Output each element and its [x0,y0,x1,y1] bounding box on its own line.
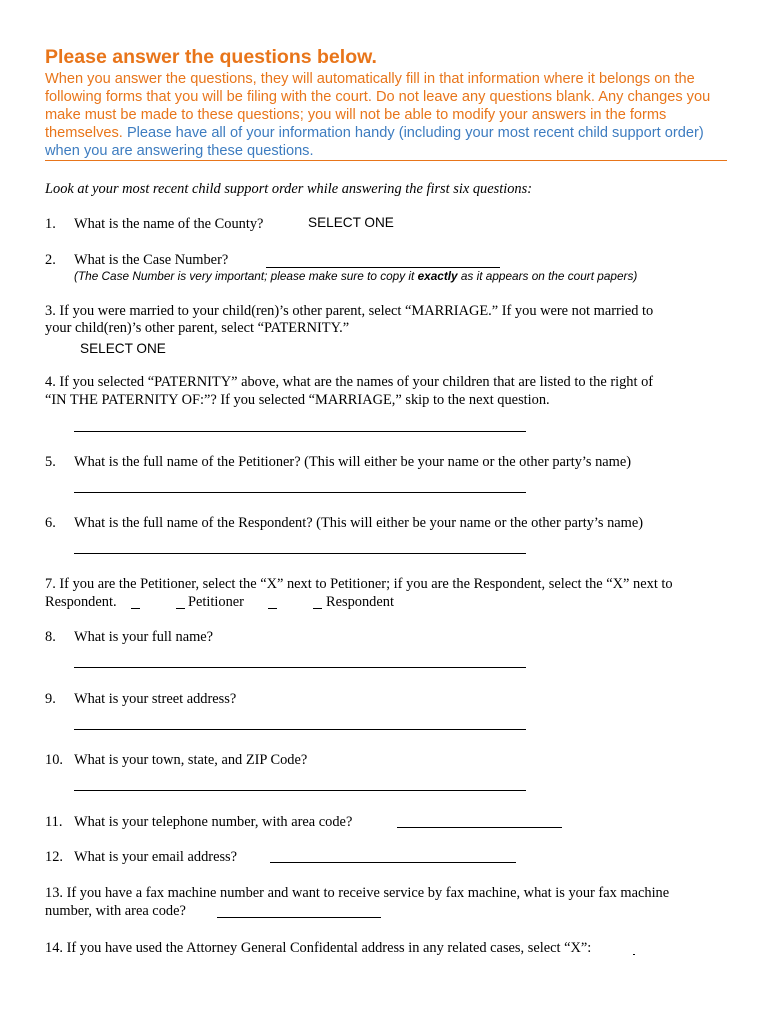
intro-orange-text: When you answer the questions, they will automatically fill in that information where it belongs on the following forms that you will be filing with the court. Do not leave any questions blank. Any changes you make must be made to these questions; you will not be able to modify your answers in the forms themselves. [45,71,711,141]
petitioner-x-underline [176,608,185,609]
q5-number: 5. [45,454,56,470]
q6-text: What is the full name of the Respondent? (This will either be your name or the other party’s name) [74,515,644,531]
q9-text: What is your street address? [74,691,237,707]
q11-number: 11. [45,814,63,830]
petitioner-name-input[interactable] [74,492,526,493]
town-state-zip-input[interactable] [74,790,526,791]
q7-text-line2: Respondent. [45,594,117,610]
q2-text: What is the Case Number? [74,252,229,268]
q4-text-line2: “IN THE PATERNITY OF:”? If you selected “MARRIAGE,” skip to the next question. [45,392,550,408]
respondent-name-input[interactable] [74,553,526,554]
q14-text: 14. If you have used the Attorney General Confidental address in any related cases, select “X”: [45,940,592,956]
intro-paragraph [45,70,735,160]
q2-number: 2. [45,252,56,268]
q11-text: What is your telephone number, with area code? [74,814,353,830]
email-input[interactable] [270,862,516,863]
q6-number: 6. [45,515,56,531]
full-name-input[interactable] [74,667,526,668]
q1-number: 1. [45,216,56,232]
q12-number: 12. [45,849,63,865]
page-title: Please answer the questions below. [45,46,377,68]
children-names-input[interactable] [74,431,526,432]
case-number-note-bold: exactly [417,269,458,283]
q8-number: 8. [45,629,56,645]
q9-number: 9. [45,691,56,707]
intro-blue-text: Please have all of your information handy (including your most recent child support order) when you are answering these questions. [45,125,704,159]
header-divider [45,160,727,161]
q12-text: What is your email address? [74,849,238,865]
q4-text-line1: 4. If you selected “PATERNITY” above, what are the names of your children that are listed to the right of [45,374,654,390]
q10-number: 10. [45,752,63,768]
respondent-x-checkbox[interactable] [268,608,277,609]
q13-text-line2: number, with area code? [45,903,186,919]
q3-text-line2: your child(ren)’s other parent, select “PATERNITY.” [45,320,350,336]
respondent-option-label: Respondent [326,594,394,610]
fax-number-input[interactable] [217,917,381,918]
county-select[interactable]: SELECT ONE [308,215,394,230]
case-number-note-post: as it appears on the court papers [457,269,634,283]
q7-text-line1: 7. If you are the Petitioner, select the “X” next to Petitioner; if you are the Respondent, select the “X” next to [45,576,673,592]
q10-text: What is your town, state, and ZIP Code? [74,752,308,768]
street-address-input[interactable] [74,729,526,730]
instructions: Look at your most recent child support order while answering the first six questions: [45,181,532,197]
petitioner-option-label: Petitioner [188,594,244,610]
case-number-input[interactable] [266,267,500,268]
confidential-address-x-checkbox[interactable] [633,954,635,955]
q3-text-line1: 3. If you were married to your child(ren)’s other parent, select “MARRIAGE.” If you were not married to [45,303,654,319]
q1-text: What is the name of the County? [74,216,264,232]
q8-text: What is your full name? [74,629,214,645]
case-number-note: (The Case Number is very important; please make sure to copy it exactly as it appears on the court papers) [74,269,638,283]
petitioner-x-checkbox[interactable] [131,608,140,609]
q5-text: What is the full name of the Petitioner? (This will either be your name or the other party’s name) [74,454,632,470]
marriage-paternity-select[interactable]: SELECT ONE [80,341,166,356]
respondent-x-underline [313,608,322,609]
telephone-input[interactable] [397,827,562,828]
q13-text-line1: 13. If you have a fax machine number and want to receive service by fax machine, what is your fax machine [45,885,670,901]
case-number-note-pre: The Case Number is very important; please make sure to copy it [77,269,418,283]
